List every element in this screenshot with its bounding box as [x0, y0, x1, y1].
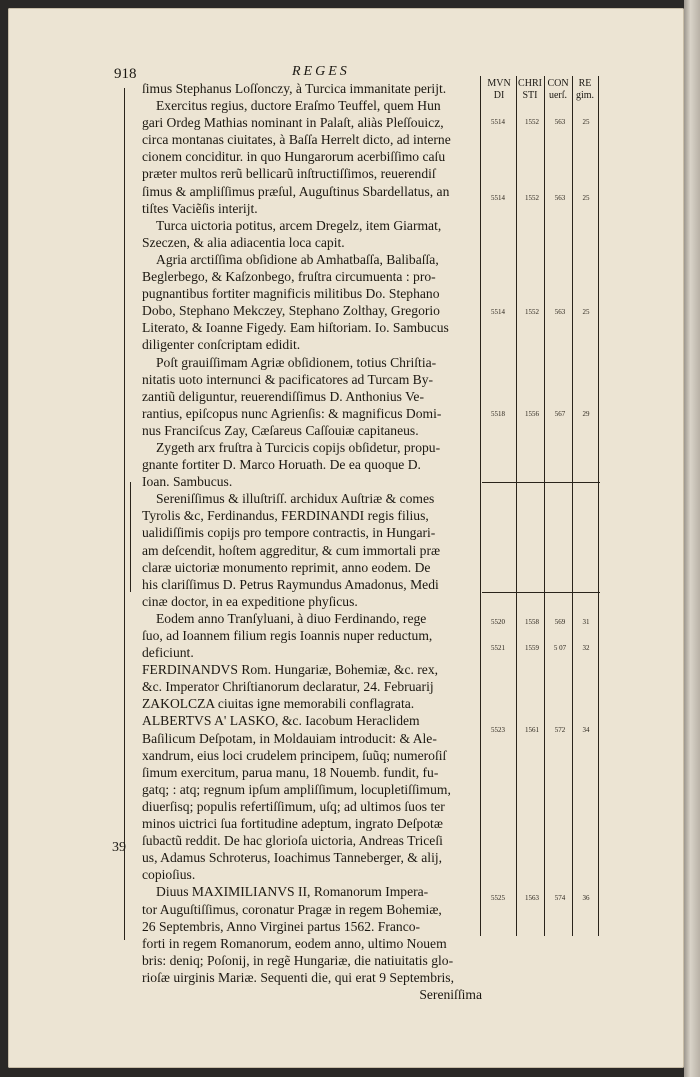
- text-line: diligenter conſcriptam edidit.: [142, 337, 301, 353]
- table-cell: 563: [554, 308, 566, 316]
- table-cell: 25: [582, 194, 590, 202]
- table-cell: 1556: [525, 410, 539, 418]
- column-header-mundi: MVN DI: [487, 78, 511, 101]
- text-line: minos uictrici ſua fortitudine adeptum, ingrato Deſpotæ: [142, 816, 443, 832]
- table-cell: 1558: [525, 618, 539, 626]
- text-line: Beglerbego, & Kaſzonbego, fruſtra circumuenta : pro-: [142, 269, 436, 285]
- running-title: REGES: [292, 64, 350, 79]
- table-divider: [482, 592, 600, 593]
- column-header-regiminis: RE gim.: [575, 78, 595, 101]
- text-line: diuerſisq; populis refertiſſimum, uſq; ad ultimos ſuos ter: [142, 798, 445, 814]
- table-rule: [572, 76, 573, 936]
- table-cell: 32: [582, 644, 590, 652]
- table-cell: 5521: [491, 644, 505, 652]
- column-header-conversionis: CON uerſ.: [547, 78, 569, 101]
- text-line: rioſæ uirginis Mariæ. Sequenti die, qui erat 9 Septembris,: [142, 969, 454, 985]
- table-rule: [598, 76, 599, 936]
- text-line: pugnantibus fortiter magnificis militibus Do. Stephano: [142, 286, 440, 302]
- text-line: cionem conciditur. in quo Hungarorum acerbiſſimo caſu: [142, 149, 446, 165]
- text-line: ſimus Stephanus Loſſonczy, à Turcica immanitate perijt.: [142, 81, 447, 96]
- table-cell: 36: [582, 894, 590, 902]
- text-line: forti in regem Romanorum, eodem anno, ultimo Nouem: [142, 935, 447, 951]
- text-line: Dobo, Stephano Mekczey, Stephano Zolthay, Gregorio: [142, 303, 440, 319]
- text-line: copioſius.: [142, 867, 196, 883]
- text-line: tiſtes Vaciẽſis interijt.: [142, 200, 258, 216]
- book-spine-edge: [684, 0, 700, 1077]
- text-line: Literato, & Ioanne Figedy. Eam hiſtoriam. Io. Sambucus: [142, 320, 449, 336]
- table-cell: 1552: [525, 118, 539, 126]
- body-text: [142, 80, 482, 1003]
- table-cell: 5523: [491, 726, 505, 734]
- table-cell: 25: [582, 118, 590, 126]
- chronology-table: [480, 76, 602, 936]
- table-rule: [480, 76, 481, 936]
- text-line: rantius, epiſcopus nunc Agrienſis: & magnificus Domi-: [142, 405, 442, 421]
- text-line: Turca uictoria potitus, arcem Dregelz, item Giarmat,: [156, 217, 442, 233]
- text-line: ſuo, ad Ioannem filium regis Ioannis nuper reductum,: [142, 628, 433, 643]
- text-line: Baſilicum Deſpotam, in Moldauiam introducit: & Ale-: [142, 730, 437, 746]
- table-cell: 563: [554, 118, 566, 126]
- table-cell: 572: [554, 726, 566, 734]
- table-cell: 5 07: [553, 644, 567, 652]
- table-cell: 1552: [525, 194, 539, 202]
- text-line: nus Franciſcus Zay, Cæſareus Caſſouiæ capitaneus.: [142, 422, 419, 438]
- text-line: ſimus & ampliſſimus præſul, Auguſtinus Sbardellatus, an: [142, 183, 450, 199]
- table-cell: 1552: [525, 308, 539, 316]
- table-cell: 5514: [491, 194, 505, 202]
- table-cell: 5514: [491, 118, 505, 126]
- column-header-christi: CHRI STI: [518, 78, 542, 101]
- text-line: Poſt grauiſſimam Agriæ obſidionem, totius Chriſtia-: [156, 354, 437, 370]
- text-line: Ioan. Sambucus.: [142, 474, 233, 490]
- table-cell: 5525: [491, 894, 505, 902]
- table-cell: 1563: [525, 894, 539, 902]
- text-line: ſimum exercitum, parua manu, 18 Nouemb. fundit, fu-: [142, 764, 439, 780]
- table-cell: 29: [582, 410, 590, 418]
- text-line: am deſcendit, hoſtem aggreditur, & cum immortali præ: [142, 542, 441, 558]
- text-line: his clariſſimus D. Petrus Raymundus Amadonus, Medi: [142, 576, 439, 592]
- text-line: FERDINANDVS Rom. Hungariæ, Bohemiæ, &c. rex,: [142, 662, 439, 678]
- folio-number: 918: [114, 66, 137, 82]
- text-line: ualidiſſimis copijs pro tempore contractis, in Hungari-: [142, 525, 436, 541]
- margin-rule: [124, 88, 129, 940]
- margin-rule-secondary: [130, 482, 135, 592]
- text-line: cinæ doctor, in ea expeditione phyſicus.: [142, 593, 358, 609]
- text-line: deficiunt.: [142, 645, 194, 661]
- table-cell: 5520: [491, 618, 505, 626]
- text-line: Agria arctiſſima obſidione ab Amhatbaſſa, Balibaſſa,: [156, 251, 439, 267]
- text-line: nitatis uoto internunci & pacificatores ad Turcam By-: [142, 371, 434, 387]
- table-rule: [544, 76, 545, 936]
- table-cell: 1561: [525, 726, 539, 734]
- table-cell: 567: [554, 410, 566, 418]
- text-line: bris: deniq; Poſonij, in regẽ Hungariæ, die natiuitatis glo-: [142, 952, 454, 968]
- text-line: xandrum, eius loci crudelem principem, ſuũq; numeroſiſ: [142, 747, 447, 763]
- text-line: ZAKOLCZA ciuitas igne memorabili conflagrata.: [142, 696, 415, 712]
- text-line: us, Adamus Schroterus, Ioachimus Tanneberger, & alij,: [142, 850, 443, 866]
- text-line: præter multos rerũ bellicarũ inſtructiſſimos, reuerendiſ: [142, 166, 436, 182]
- text-line: circa montanas ciuitates, à Baſſa Herrelt dicto, ad interne: [142, 132, 451, 148]
- text-line: Diuus MAXIMILIANVS II, Romanorum Impera-: [156, 884, 429, 900]
- text-line: ALBERTVS A' LASKO, &c. Iacobum Heraclidem: [142, 713, 420, 729]
- margin-number: 39: [112, 840, 126, 855]
- table-cell: 5518: [491, 410, 505, 418]
- text-line: gari Ordeg Mathias nominant in Palaſt, aliàs Pleſſouicz,: [142, 115, 444, 131]
- text-line: Eodem anno Tranſyluani, à diuo Ferdinando, rege: [156, 610, 427, 626]
- text-line: 26 Septembris, Anno Virginei partus 1562. Franco-: [142, 918, 421, 934]
- text-line: tor Auguſtiſſimus, coronatur Pragæ in regem Bohemiæ,: [142, 901, 442, 917]
- text-line: ſubactũ reddit. De hac glorioſa uictoria, Andreas Triceſi: [142, 833, 443, 849]
- text-line: Sereniſſimus & illuſtriſſ. archidux Auſtriæ & comes: [156, 491, 435, 507]
- text-line: zantiũ deliguntur, reuerendiſſimus D. Anthonius Ve-: [142, 388, 424, 404]
- text-line: Szeczen, & alia adiacentia loca capit.: [142, 234, 345, 250]
- text-line: Sereniſſima: [419, 986, 482, 1002]
- text-line: Zygeth arx fruſtra à Turcicis copijs obſidetur, propu-: [156, 439, 441, 455]
- text-line: Tyrolis &c, Ferdinandus, FERDINANDI regis filius,: [142, 508, 429, 524]
- text-line: &c. Imperator Chriſtianorum declaratur, 24. Februarij: [142, 679, 434, 695]
- text-line: gnante fortiter D. Marco Horuath. De ea quoque D.: [142, 457, 421, 473]
- table-cell: 569: [554, 618, 566, 626]
- text-line: claræ uictoriæ monumento reprimit, anno eodem. De: [142, 559, 431, 575]
- table-cell: 31: [582, 618, 590, 626]
- text-line: gatq; : atq; regnum ipſum ampliſſimum, locupletiſſimum,: [142, 781, 451, 797]
- table-cell: 25: [582, 308, 590, 316]
- table-cell: 563: [554, 194, 566, 202]
- table-cell: 1559: [525, 644, 539, 652]
- table-rule: [516, 76, 517, 936]
- text-line: Exercitus regius, ductore Eraſmo Teuffel, quem Hun: [156, 98, 441, 114]
- table-cell: 5514: [491, 308, 505, 316]
- table-cell: 574: [554, 894, 566, 902]
- table-cell: 34: [582, 726, 590, 734]
- table-divider: [482, 482, 600, 483]
